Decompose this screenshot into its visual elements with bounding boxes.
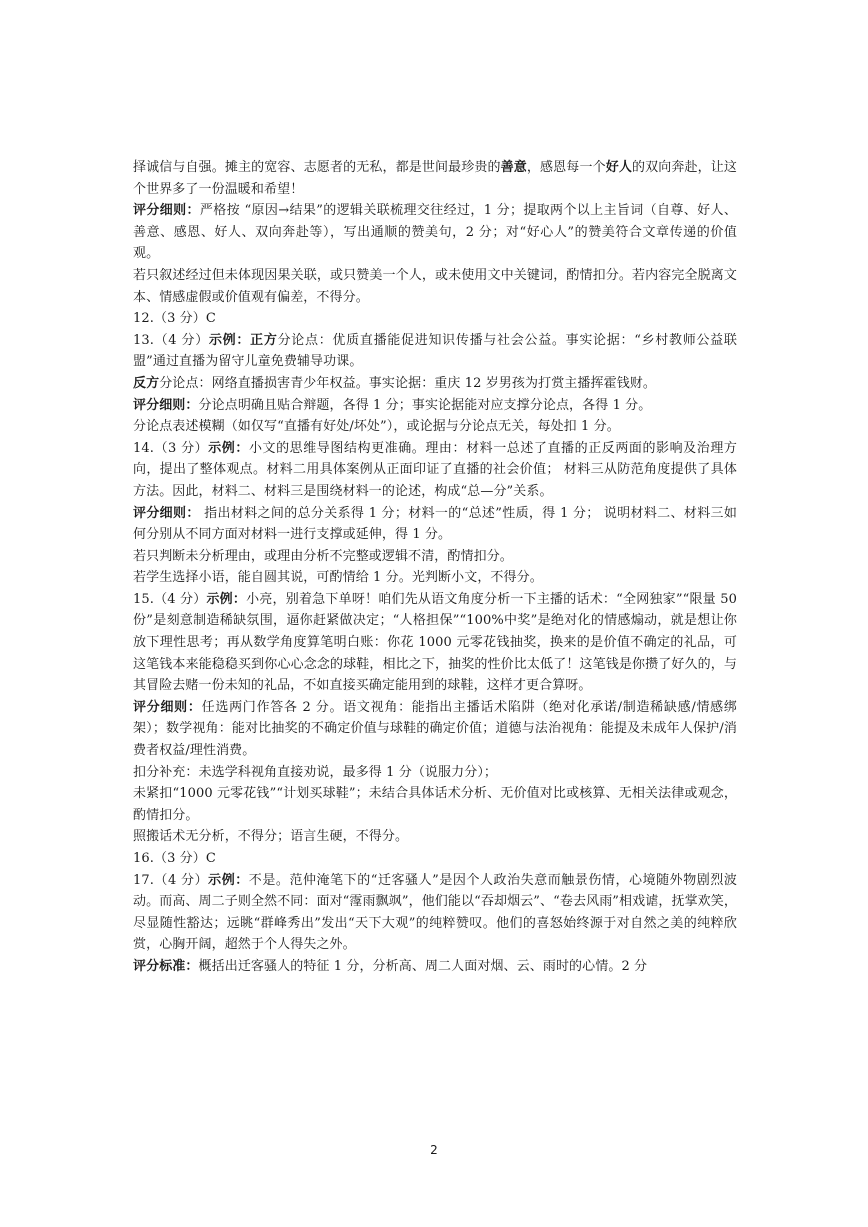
text-run: 概括出迁客骚人的特征 1 分，分析高、周二人面对烟、云、雨时的心情。2 分 [198, 958, 648, 974]
text-run: 严格按 “原因→结果”的逻辑关联梳理交往经过，1 分；提取两个以上主旨词（自尊、好人、善意、感恩、好人、双向奔赴等），写出通顺的赞美句，2 分；对“好心人”的赞美符合文章传递的价值观。 [133, 203, 737, 262]
text-run: 照搬话术无分析，不得分；语言生硬，不得分。 [133, 829, 409, 845]
bold-text: 反方 [133, 375, 160, 391]
bold-text: 评分细则： [133, 203, 200, 219]
paragraph [133, 697, 737, 762]
bold-text: 示例： [208, 440, 249, 456]
text-run: 的双向奔赴，让这个世界多了一份温暖和希望！ [133, 160, 737, 197]
paragraph [133, 870, 737, 956]
paragraph [133, 265, 737, 308]
text-run: 12.（3 分）C [133, 311, 216, 327]
bold-text: 评分标准： [133, 958, 199, 974]
bold-text: 善意 [500, 160, 527, 175]
text-run: 17.（4 分） [133, 872, 209, 888]
text-run: 15.（4 分） [133, 591, 207, 607]
paragraph [133, 503, 737, 546]
bold-text: 评分细则： [133, 397, 199, 413]
bold-text: 评分细则： [133, 505, 200, 521]
page-number: 2 [430, 1143, 438, 1157]
paragraph [133, 157, 737, 200]
paragraph [133, 589, 737, 697]
text-run: 若只判断未分析理由，或理由分析不完整或逻辑不清，酌情扣分。 [133, 548, 513, 564]
paragraph [133, 783, 737, 826]
text-run: ，感恩每一个 [526, 160, 606, 175]
text-run: 指出材料之间的总分关系得 1 分；材料一的“总述”性质，得 1 分； 说明材料二、材料三如何分别从不同方面对材料一进行支撑或延伸，得 1 分。 [133, 505, 737, 543]
text-run: 扣分补充：未选学科视角直接劝说，最多得 1 分（说服力分）； [133, 764, 498, 780]
text-run: 任选两门作答各 2 分。语文视角：能指出主播话术陷阱（绝对化承诺/制造稀缺感/情感绑架）；数学视角：能对比抽奖的不确定价值与球鞋的确定价值；道德与法治视角：能提及未成年人保护/消费者权益/理性消费。 [133, 699, 737, 759]
text-run: 小文的思维导图结构更准确。理由：材料一总述了直播的正反两面的影响及治理方向，提出了整体观点。材料二用具体案例从正面印证了直播的社会价值； 材料三从防范角度提供了具体方法。因此，材料二、材料三是围绕材料一的论述，构成“总—分”关系。 [133, 440, 737, 499]
text-run: 分论点：优质直播能促进知识传播与社会公益。事实论据：“乡村教师公益联盟”通过直播为留守儿童免费辅导功课。 [133, 332, 737, 370]
paragraph [133, 373, 737, 395]
text-run: 不是。范仲淹笔下的“迁客骚人”是因个人政治失意而触景伤情，心境随外物剧烈波动。而高、周二子则全然不同：面对“霪雨飘飒”，他们能以“吞却烟云”、“卷去风雨”相戏谑，抚掌欢笑，尽显随性豁达；远眺“群峰秀出”发出“天下大观”的纯粹赞叹。他们的喜怒始终源于对自然之美的纯粹欣赏，心胸开阔，超然于个人得失之外。 [133, 872, 737, 953]
text-run: 16.（3 分）C [133, 851, 216, 866]
bold-text: 好人 [605, 160, 632, 175]
text-run: 小亮，别着急下单呀！咱们先从语文角度分析一下主播的话术：“全网独家”“限量 50 份”是刻意制造稀缺氛围，逼你赶紧做决定；“人格担保”“100%中奖”是绝对化的情感煽动，就是想让你放下理性思考；再从数学角度算笔明白账：你花 1000 元零花钱抽奖，换来的是价值不确定的礼品，可这笔钱本来能稳稳买到你心心念念的球鞋，相比之下，抽奖的性价比太低了！这笔钱是你攒了好久的，与其冒险去赌一份未知的礼品，不如直接买确定能用到的球鞋，这样才更合算呀。 [133, 591, 737, 694]
text-run: 分论点明确且贴合辩题，各得 1 分；事实论据能对应支撑分论点，各得 1 分。 [198, 397, 652, 413]
text-run: 14.（3 分） [133, 440, 209, 456]
bold-text: 示例： [206, 591, 247, 607]
paragraph [133, 848, 737, 870]
text-run: 13.（4 分） [133, 332, 209, 348]
text-run: 未紧扣“1000 元零花钱”“计划买球鞋”；未结合具体话术分析、无价值对比或核算、无相关法律或观念，酌情扣分。 [133, 786, 737, 823]
bold-text: 示例： [208, 872, 249, 888]
paragraph [133, 762, 737, 784]
paragraph [133, 567, 737, 589]
bold-text: 示例：正方 [208, 332, 278, 348]
text-run: 若只叙述经过但未体现因果关联，或只赞美一个人，或未使用文中关键词，酌情扣分。若内容完全脱离文本、情感虚假或价值观有偏差，不得分。 [133, 267, 737, 305]
text-run: 择诚信与自强。摊主的宽容、志愿者的无私，都是世间最珍贵的 [133, 160, 501, 175]
bold-text: 评分细则： [133, 699, 202, 715]
paragraph [133, 330, 737, 373]
paragraph [133, 416, 737, 438]
paragraph [133, 546, 737, 568]
document-page [133, 157, 737, 978]
text-run: 分论点：网络直播损害青少年权益。事实论据：重庆 12 岁男孩为打赏主播挥霍钱财。 [159, 375, 657, 391]
paragraph [133, 438, 737, 503]
text-run: 若学生选择小语，能自圆其说，可酌情给 1 分。光判断小文，不得分。 [133, 570, 543, 586]
paragraph [133, 826, 737, 848]
paragraph [133, 200, 737, 265]
paragraph [133, 395, 737, 417]
paragraph [133, 308, 737, 330]
paragraph [133, 956, 737, 978]
text-run: 分论点表述模糊（如仅写“直播有好处/坏处”），或论据与分论点无关，每处扣 1 分。 [133, 419, 620, 435]
